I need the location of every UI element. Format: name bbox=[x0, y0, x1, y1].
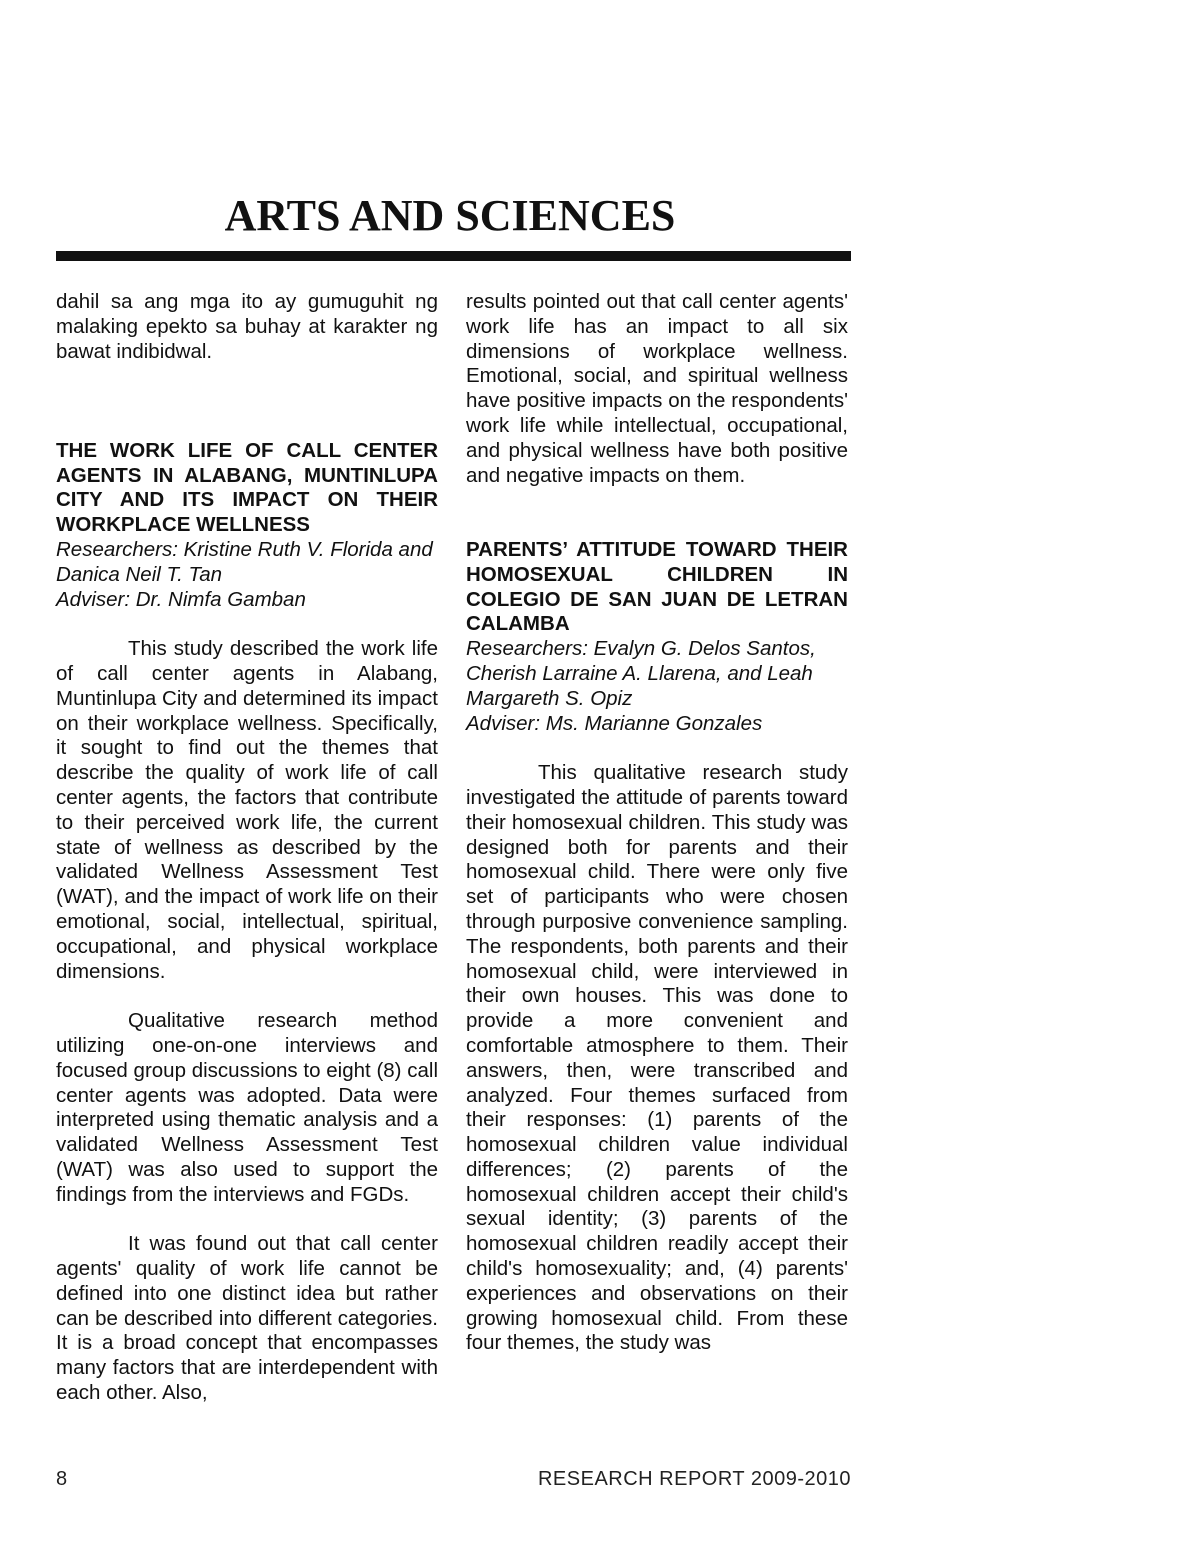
article-paragraph: This study described the work life of call center agents in Alabang, Muntinlupa City and determined its impact on their workplace wellness. Specifically, it sought to find out the themes that describe the quality of work life of call center agents, the factors that contribute to their perceived work life, the current state of wellness as described by the validated Wellness Assessment Test (WAT), and the impact of work life on their emotional, social, intellectual, spiritual, occupational, and physical workplace dimensions. bbox=[56, 637, 438, 983]
article-paragraph: Qualitative research method utilizing one-on-one interviews and focused group discussions to eight (8) call center agents was adopted. Data were interpreted using thematic analysis and a validated Wellness Assessment Test (WAT) was also used to support the findings from the interviews and FGDs. bbox=[56, 1009, 438, 1206]
article-adviser: Adviser: Ms. Marianne Gonzales bbox=[466, 711, 763, 735]
article-title: PARENTS’ ATTITUDE TOWARD THEIR HOMOSEXUAL CHILDREN IN COLEGIO DE SAN JUAN DE LETRAN CALAMBA bbox=[466, 537, 848, 636]
article-adviser: Adviser: Dr. Nimfa Gamban bbox=[56, 587, 306, 611]
article-title: THE WORK LIFE OF CALL CENTER AGENTS IN ALABANG, MUNTINLUPA CITY AND ITS IMPACT ON THEIR WORKPLACE WELLNESS bbox=[56, 438, 438, 537]
page-number: 8 bbox=[56, 1468, 68, 1490]
report-label: RESEARCH REPORT 2009-2010 bbox=[537, 1468, 851, 1490]
spacer bbox=[56, 612, 438, 637]
spacer bbox=[56, 1207, 438, 1232]
header-rule bbox=[56, 251, 851, 261]
continuation-text: results pointed out that call center agents' work life has an impact to all six dimensions of workplace wellness. Emotional, social, and spiritual wellness have positive impacts on the respondents' work life while intellectual, occupational, and physical wellness have both positive and negative impacts on them. bbox=[466, 290, 848, 487]
spacer bbox=[56, 364, 438, 438]
article-paragraph: This qualitative research study investigated the attitude of parents toward their homosexual children. This study was designed both for parents and their homosexual child. There were only five set of participants who were chosen through purposive convenience sampling. The respondents, both parents and their homosexual child, were interviewed in their own houses. This was done to provide a more convenient and comfortable atmosphere to them. Their answers, then, were transcribed and analyzed. Four themes surfaced from their responses: (1) parents of the homosexual children value individual differences; (2) parents of the homosexual children accept their child's sexual identity; (3) parents of the homosexual children readily accept their child's homosexuality; and, (4) parents' experiences and observations on their growing homosexual child. From these four themes, the study was bbox=[466, 761, 848, 1355]
spacer bbox=[466, 736, 848, 761]
continuation-text: dahil sa ang mga ito ay gumuguhit ng malaking epekto sa buhay at karakter ng bawat indibidwal. bbox=[56, 290, 438, 363]
section-title: ARTS AND SCIENCES bbox=[224, 191, 676, 240]
spacer bbox=[466, 488, 848, 538]
article-researchers: Researchers: Kristine Ruth V. Florida and Danica Neil T. Tan bbox=[56, 537, 433, 586]
right-column bbox=[466, 290, 848, 1356]
article-paragraph: It was found out that call center agents' quality of work life cannot be defined into one distinct idea but rather can be described into different categories. It is a broad concept that encompasses many factors that are interdependent with each other. Also, bbox=[56, 1232, 438, 1405]
left-column bbox=[56, 290, 438, 1406]
article-researchers: Researchers: Evalyn G. Delos Santos, Cherish Larraine A. Llarena, and Leah Margareth S. Opiz bbox=[466, 637, 816, 710]
spacer bbox=[56, 984, 438, 1009]
